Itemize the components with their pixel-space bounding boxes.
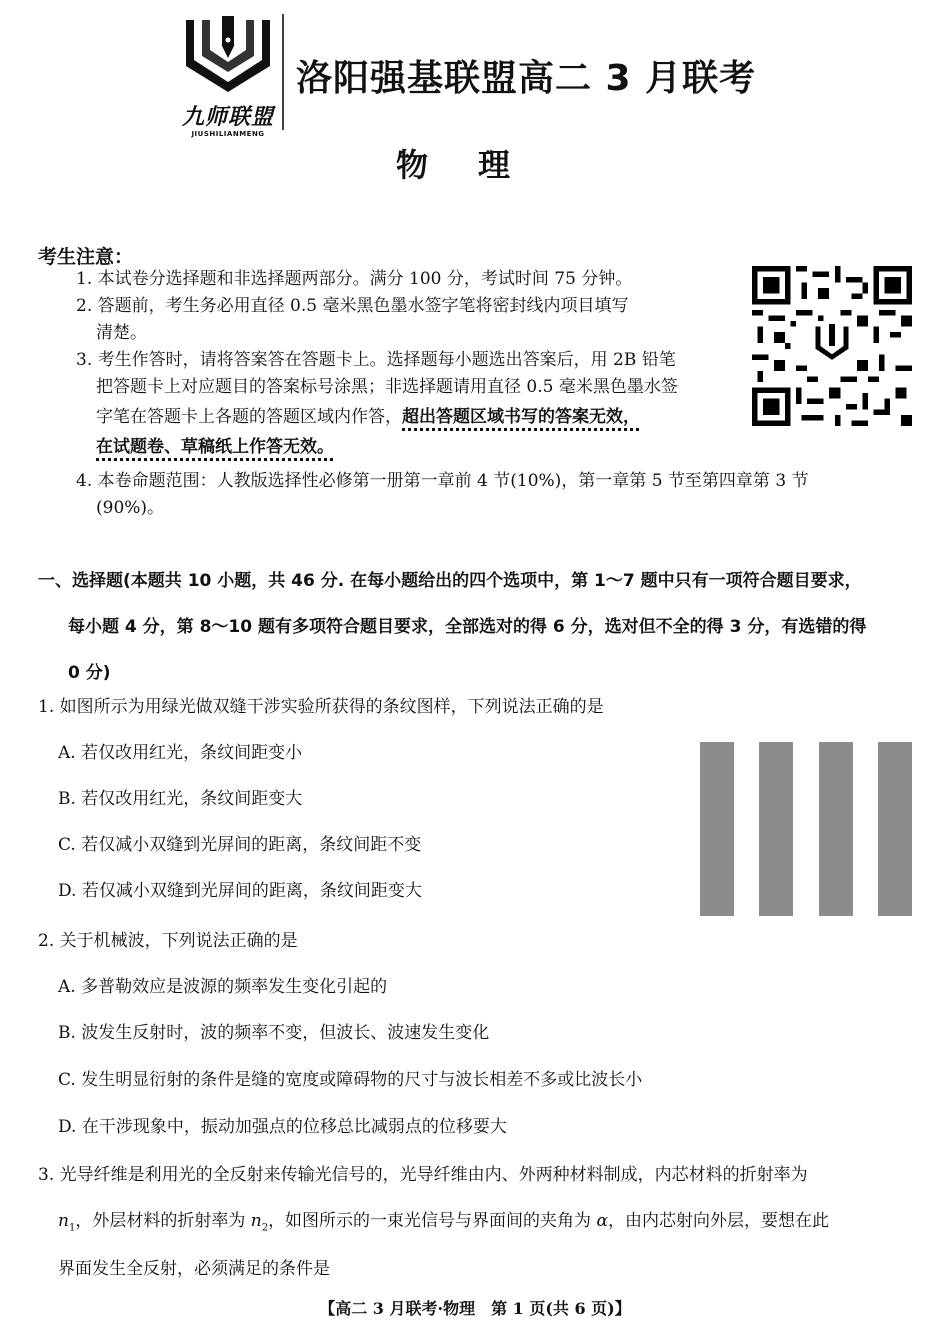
- question-3-line1: 3. 光导纤维是利用光的全反射来传输光信号的，光导纤维由内、外两种材料制成，内芯材料的折射率为: [38, 1165, 808, 1185]
- question-1-option-c: C. 若仅减小双缝到光屏间的距离，条纹间距不变: [58, 835, 422, 855]
- qr-code-icon: [752, 266, 912, 426]
- question-3-text-d: ，如图所示的一束光信号与界面间的夹角为: [268, 1211, 597, 1231]
- question-2-option-b: B. 波发生反射时，波的频率不变，但波长、波速发生变化: [58, 1023, 490, 1043]
- section-heading-line2: 每小题 4 分，第 8～10 题有多项符合题目要求，全部选对的得 6 分，选对但不全的得 3 分，有选错的得: [68, 617, 867, 637]
- question-2-option-c: C. 发生明显衍射的条件是缝的宽度或障碍物的尺寸与波长相差不多或比波长小: [58, 1070, 643, 1090]
- symbol-n2: n: [250, 1211, 262, 1231]
- symbol-n1-subscript: 1: [68, 1222, 76, 1234]
- fringe-bar: [878, 742, 912, 916]
- logo-divider: [282, 14, 284, 130]
- notice-item-3-emphasis-2: 在试题卷、草稿纸上作答无效。: [96, 437, 334, 457]
- notice-item-3-line4: [96, 434, 334, 461]
- exam-title: 洛阳强基联盟高二 3 月联考: [296, 58, 757, 99]
- section-heading-line3: 0 分): [68, 663, 111, 683]
- notice-item-3-line3: [96, 404, 640, 431]
- notice-item-3-line3-plain: 字笔在答题卡上各题的答题区域内作答，: [96, 407, 402, 427]
- logo-subtext: JIUSHILIANMENG: [191, 130, 265, 138]
- question-1-option-b: B. 若仅改用红光，条纹间距变大: [58, 789, 303, 809]
- question-2-stem: 2. 关于机械波，下列说法正确的是: [38, 931, 298, 951]
- question-1-option-a: A. 若仅改用红光，条纹间距变小: [58, 743, 303, 763]
- notice-item-2-line2: 清楚。: [96, 323, 147, 343]
- notice-item-4-line2: (90%)。: [96, 498, 165, 518]
- subject-title: 物理: [396, 146, 561, 184]
- interference-fringe-figure: [700, 742, 912, 916]
- fringe-bar: [819, 742, 853, 916]
- section-heading-line1: 一、选择题(本题共 10 小题，共 46 分. 在每小题给出的四个选项中，第 1～7 题中只有一项符合题目要求，: [38, 571, 862, 591]
- fringe-bar: [700, 742, 734, 916]
- notice-title: 考生注意：: [38, 246, 134, 268]
- question-3-text-b: ，外层材料的折射率为: [75, 1211, 251, 1231]
- notice-item-4-line1: 4. 本卷命题范围：人教版选择性必修第一册第一章前 4 节(10%)，第一章第 5 节至第四章第 3 节: [76, 471, 809, 491]
- symbol-alpha: α: [596, 1211, 608, 1231]
- notice-item-3-emphasis-1: 超出答题区域书写的答案无效，: [402, 407, 640, 427]
- section-heading: [38, 558, 918, 696]
- question-1-option-d: D. 若仅减小双缝到光屏间的距离，条纹间距变大: [58, 881, 422, 901]
- question-3-line2: [58, 1207, 829, 1242]
- notice-item-1: 1. 本试卷分选择题和非选择题两部分。满分 100 分，考试时间 75 分钟。: [76, 269, 633, 289]
- notice-item-3-line1: 3. 考生作答时，请将答案答在答题卡上。选择题每小题选出答案后，用 2B 铅笔: [76, 350, 676, 370]
- symbol-n1: n: [58, 1211, 69, 1231]
- notice-item-3-line2: 把答题卡上对应题目的答案标号涂黑；非选择题请用直径 0.5 毫米黑色墨水签: [96, 377, 678, 397]
- logo-emblem-icon: [172, 12, 284, 102]
- question-2-option-d: D. 在干涉现象中，振动加强点的位移总比减弱点的位移要大: [58, 1117, 507, 1137]
- question-1-stem: 1. 如图所示为用绿光做双缝干涉实验所获得的条纹图样，下列说法正确的是: [38, 697, 604, 717]
- question-3-text-e: ，由内芯射向外层，要想在此: [607, 1211, 829, 1231]
- fringe-bar: [759, 742, 793, 916]
- jiushi-logo: [172, 12, 284, 138]
- question-2-option-a: A. 多普勒效应是波源的频率发生变化引起的: [58, 977, 388, 997]
- symbol-n2-subscript: 2: [261, 1222, 269, 1234]
- question-3-line3: 界面发生全反射，必须满足的条件是: [58, 1259, 330, 1279]
- notice-item-2-line1: 2. 答题前，考生务必用直径 0.5 毫米黑色墨水签字笔将密封线内项目填写: [76, 296, 629, 316]
- page-footer: 【高二 3 月联考·物理 第 1 页(共 6 页)】: [319, 1299, 631, 1318]
- logo-text: 九师联盟: [181, 105, 274, 130]
